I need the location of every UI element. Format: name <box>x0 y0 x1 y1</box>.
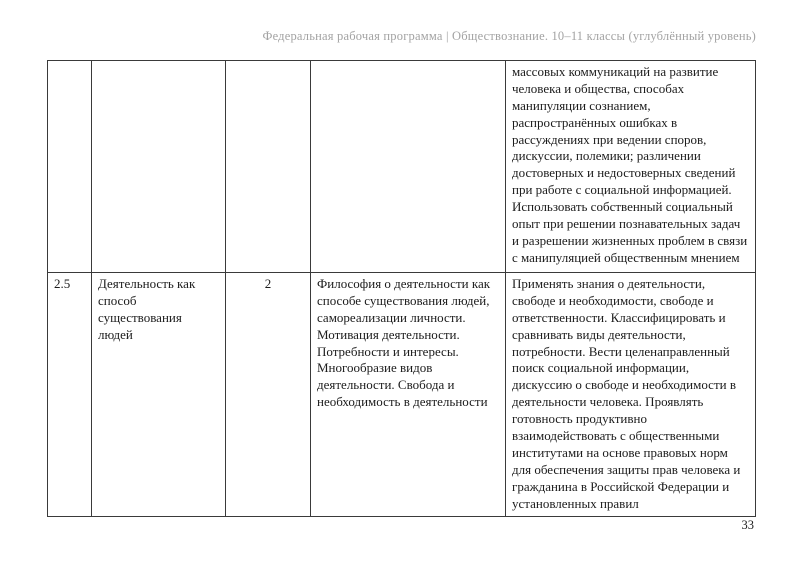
cell-number <box>48 61 92 273</box>
cell-outcomes: массовых коммуникаций на развитие человека и общества, способах манипуляции сознанием, распространённых ошибках в рассуждениях при ведении споров, дискуссии, полемики; различении достоверных и недостоверных сведений при работе с социальной информацией. Использовать собственный социальный опыт при решении познавательных задач и разрешении жизненных проблем в связи с манипуляцией общественным мнением <box>506 61 756 273</box>
cell-content: Философия о деятельности как способе существования людей, самореализации личности. Мотивация деятельности. Потребности и интересы. Многообразие видов деятельности. Свобода и необходимость в деятельности <box>311 273 506 517</box>
running-header: Федеральная рабочая программа | Обществознание. 10–11 классы (углублённый уровень) <box>262 29 756 43</box>
page-number: 33 <box>741 518 754 532</box>
cell-content <box>311 61 506 273</box>
table-row-continuation <box>48 61 756 273</box>
cell-hours <box>226 61 311 273</box>
cell-topic <box>92 61 226 273</box>
cell-topic: Деятельность как способ существования людей <box>92 273 226 517</box>
cell-hours: 2 <box>226 273 311 517</box>
cell-outcomes: Применять знания о деятельности, свободе и необходимости, свободе и ответственности. Классифицировать и сравнивать виды деятельности, потребности. Вести целенаправленный поиск социальной информации, дискуссию о свободе и необходимости в деятельности человека. Проявлять готовность продуктивно взаимодействовать с общественными институтами на основе правовых норм для обеспечения защиты прав человека и гражданина в Российской Федерации и установленных правил <box>506 273 756 517</box>
curriculum-table <box>47 60 756 517</box>
table-row <box>48 273 756 517</box>
cell-number: 2.5 <box>48 273 92 517</box>
